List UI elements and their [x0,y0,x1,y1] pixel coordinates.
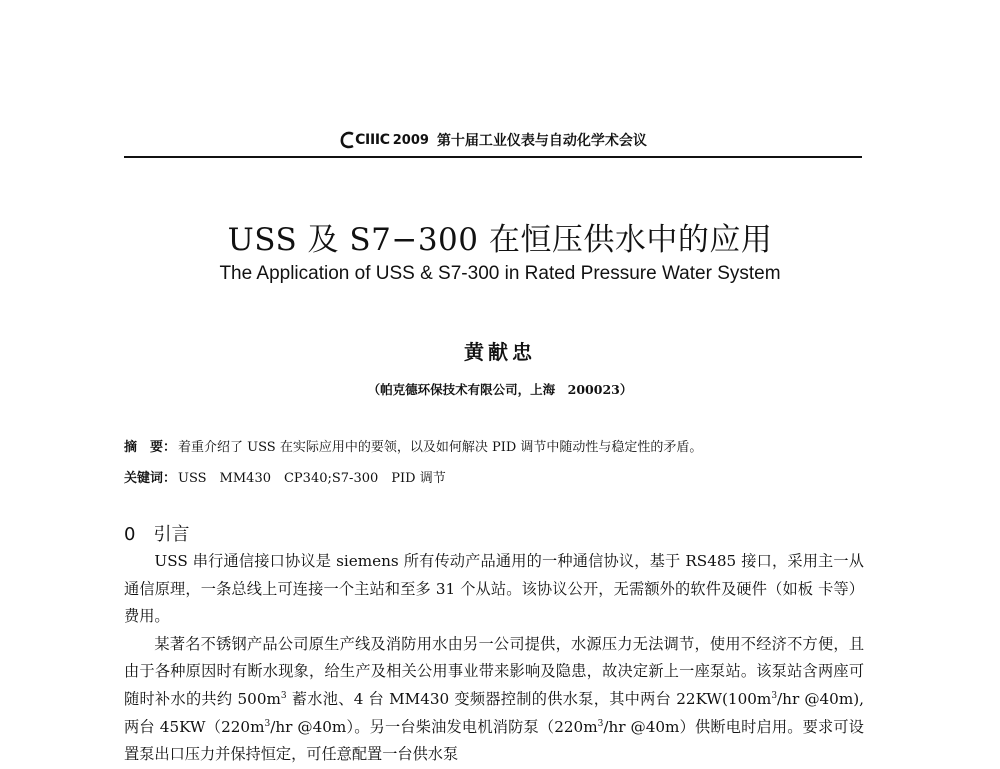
keywords-label: 关键词： [124,471,177,486]
conference-name: 第十届工业仪表与自动化学术会议 [436,133,647,149]
section-title: 引言 [153,524,190,545]
paper-title-cn: USS 及 S7−300 在恒压供水中的应用 [227,222,773,258]
abstract-label: 摘 要： [124,440,177,455]
paragraph-2-part: /hr @40m）供断电时启用。要求可设置泵出口压力并保持恒定，可任意配置一台供水泵 [124,717,864,764]
section-number: 0 [124,524,136,545]
logo-text: CIIIC [355,132,390,148]
paragraph-2-part: 某著名不锈钢产品公司原生产线及消防用水由另一公司提供，水源压力无法调节，使用不经济不方便，且由于各种原因时有断水现象，给生产及相关公用事业带来影响及隐患，故决定新上一座泵站。该泵站含两座可随时补水的共约 500m [124,634,864,708]
author-affiliation: （帕克德环保技术有限公司，上海 200023） [367,382,633,397]
section-heading [124,520,189,546]
superscript: 3 [264,718,271,729]
paragraph-2-part: /hr @40m), 两台 45KW（220m [124,689,864,736]
logo-year: 2009 [392,132,429,148]
superscript: 3 [771,690,778,701]
paper-title-en: The Application of USS & S7-300 in Rated Pressure Water System [219,263,781,284]
paragraph-2 [124,631,864,769]
superscript: 3 [597,718,604,729]
paragraph-1: USS 串行通信接口协议是 siemens 所有传动产品通用的一种通信协议，基于 RS485 接口，采用主一从通信原理，一条总线上可连接一个主站和至多 31 个从站。该协议公开，无需额外的软件及硬件（如板 卡等）费用。 [124,552,864,626]
superscript: 3 [280,690,287,701]
conference-logo-icon [339,131,355,149]
abstract-text: 着重介绍了 USS 在实际应用中的要领，以及如何解决 PID 调节中随动性与稳定性的矛盾。 [178,440,703,455]
conference-header [124,126,862,158]
conference-logo [339,131,429,149]
keywords-text: USS MM430 CP340;S7-300 PID 调节 [178,471,446,486]
paragraph-2-part: 蓄水池、4 台 MM430 变频器控制的供水泵，其中两台 22KW(100m [286,689,772,708]
author-name: 黄献忠 [464,340,536,364]
keywords [124,467,864,486]
paragraph-2-part: /hr @40m）。另一台柴油发电机消防泵（220m [270,717,598,736]
abstract [124,436,864,455]
body-text [124,548,864,769]
